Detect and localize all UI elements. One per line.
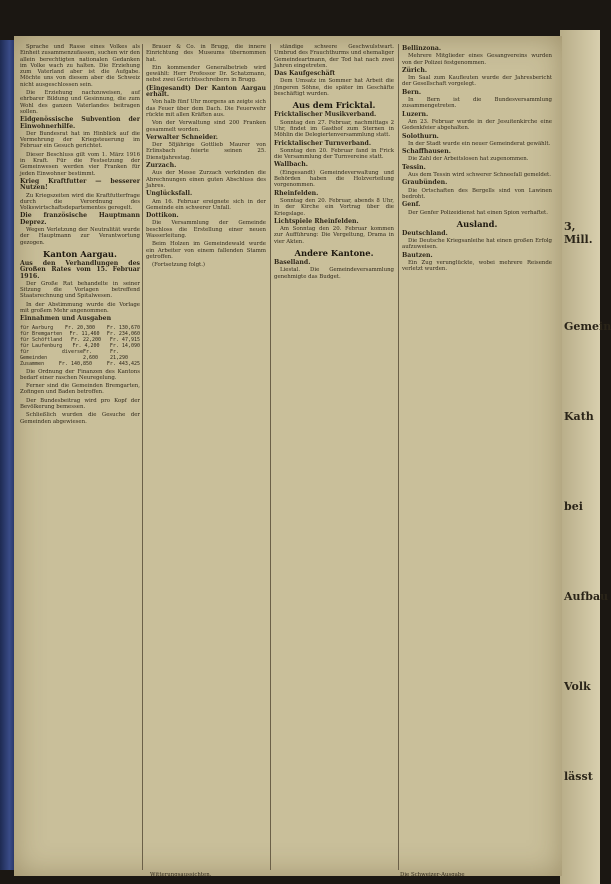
article-heading: Zurzach.	[146, 162, 177, 170]
article-heading: Wallbach.	[274, 161, 308, 169]
footer-left: Witterungsaussichten.	[150, 872, 212, 878]
article-paragraph: Am 23. Februar wurde in der Jesuitenkirche eine Gedenkfeier abgehalten.	[402, 118, 552, 132]
article-paragraph: Von der Verwaltung sind 200 Franken gesammelt worden.	[146, 120, 266, 133]
article-heading: Zürich.	[402, 66, 428, 74]
column-4	[402, 44, 552, 872]
article-paragraph: (Eingesandt) Gemeindeverwaltung und Behörden haben die Holzverteilung vorgenommen.	[274, 169, 394, 189]
column-rule	[270, 44, 271, 870]
table-cell: für Schöftland	[20, 336, 63, 343]
article-paragraph: Sonntag den 20. Februar, abends 8 Uhr, in der Kirche ein Vortrag über die Kriegslage.	[274, 197, 394, 217]
facing-page-text: Aufbau	[564, 590, 609, 603]
table-cell: Fr. 234,060	[106, 330, 140, 337]
article-paragraph: Im Saal zum Kaufleuten wurde der Jahresbericht der Gesellschaft vorgelegt.	[402, 75, 552, 88]
article-paragraph: Der Große Rat behandelte in seiner Sitzung die Vorlagen betreffend Staatsrechnung und Spitalwesen.	[20, 280, 140, 300]
table-cell: für Aarburg	[20, 324, 54, 331]
article-heading: Dottikon.	[146, 212, 179, 220]
facing-page-text: bei	[564, 500, 583, 513]
article-heading: Graubünden.	[402, 179, 448, 187]
table-cell: Fr. 140,850	[58, 360, 93, 367]
article-heading: Andere Kantone.	[294, 248, 374, 259]
article-paragraph: Mehrere Mitglieder eines Gesangvereins wurden von der Polizei festgenommen.	[402, 53, 552, 66]
article-paragraph: Schließlich wurden die Gesuche der Gemeinden abgewiesen.	[20, 412, 140, 425]
article-heading: Die französische Hauptmann Deprez.	[20, 212, 140, 226]
article-heading: Baselland.	[274, 259, 311, 267]
article-heading: Bautzen.	[402, 251, 433, 259]
figures-table	[20, 325, 140, 367]
newspaper-page	[14, 36, 562, 876]
article-paragraph: Die Zahl der Arbeitslosen hat zugenommen.	[408, 156, 529, 163]
facing-page-text: Volk	[564, 680, 591, 693]
table-cell: Fr. 47,915	[109, 336, 140, 343]
article-paragraph: Sonntag den 27. Februar, nachmittags 2 Uhr, findet im Gasthof zum Sternen in Möhlin die Delegiertenversammlung statt.	[274, 119, 394, 139]
table-cell: Fr. 20,300	[64, 324, 96, 331]
article-paragraph: Ein kommender Generalbetrieb wird gewählt: Herr Professor Dr. Schatzmann, nebst zwei Gerichtsschreibern in Brugg.	[146, 64, 266, 84]
article-paragraph: Sprache und Rasse eines Volkes als Einheit zusammenzufassen, suchen wir den allein berechtigten nationalen Gedanken im Volke wach zu halten. Die Erziehung zum Vaterland aber ist die Aufgabe. Möchte uns von diesem aber die Schweiz nicht ausgeschlossen sein.	[20, 44, 140, 88]
footer-right: Die Schweizer-Ausgabe	[400, 872, 465, 878]
table-cell: Fr. 4,200	[72, 342, 100, 349]
article-heading: Rheinfelden.	[274, 189, 319, 197]
article-paragraph: Sonntag den 20. Februar fand in Frick die Versammlung der Turnvereine statt.	[274, 147, 394, 161]
article-heading: Unglücksfall.	[146, 190, 193, 198]
article-heading: Kanton Aargau.	[43, 248, 117, 259]
table-cell: Fr. 11,460	[69, 330, 100, 337]
article-paragraph: Zu Kriegszeiten wird die Kraftfutterfrage durch die Verordnung des Volkswirtschaftsdepartementes geregelt.	[20, 192, 140, 212]
article-paragraph: In der Abstimmung wurde die Vorlage mit großem Mehr angenommen.	[20, 301, 140, 314]
article-paragraph: Die Ortschaften des Bergells sind von Lawinen bedroht.	[402, 187, 552, 200]
column-1	[20, 44, 140, 872]
article-heading: Das Kaufgeschäft	[274, 70, 336, 78]
article-heading: Deutschland.	[402, 229, 448, 237]
article-heading: Fricktalischer Musikverband.	[274, 111, 377, 119]
article-paragraph: In der Stadt wurde ein neuer Gemeinderat gewählt.	[408, 140, 551, 147]
article-heading: Fricktalischer Turnverband.	[274, 139, 372, 147]
article-paragraph: ständige schwere Geschwulstwart. Umbrud des Frauchthurms und ehemaliger Gemeindeartmann, der Tod hat nach zwei Jahren eingetreten.	[274, 44, 394, 69]
article-paragraph: Aus dem Tessin wird schwerer Schneefall gemeldet.	[408, 172, 551, 179]
article-heading: (Eingesandt) Der Kanton Aargau erhält.	[146, 84, 266, 99]
article-heading: Schaffhausen.	[402, 148, 451, 156]
article-heading: Krieg Kraftfutter — besserer Nutzen!	[20, 177, 140, 192]
article-heading: Aus den Verhandlungen des Großen Rates vom 15. Februar 1916.	[20, 259, 140, 280]
article-heading: Bern.	[402, 88, 422, 96]
article-paragraph: Die Ordnung der Finanzen des Kantons bedarf einer raschen Neuregelung.	[20, 368, 140, 381]
facing-page-text: lässt	[564, 770, 593, 783]
table-cell: für Bremgarten	[20, 330, 63, 337]
article-heading: Verwalter Schneider.	[146, 133, 218, 141]
article-paragraph: Am 16. Februar ereignete sich in der Gemeinde ein schwerer Unfall.	[146, 198, 266, 211]
article-paragraph: Dem Umsatz im Sommer hat Arbeit die jüngeren Söhne, die später im Geschäfte beschäftigt wurden.	[274, 78, 394, 98]
article-heading: Eidgenössische Subvention der Einwohnerhilfe.	[20, 116, 140, 130]
article-paragraph: Von halb fünf Uhr morgens an zeigte sich das Feuer über dem Dach. Die Feuerwehr rückte mit allen Kräften aus.	[146, 99, 266, 118]
column-rule	[398, 44, 399, 870]
table-cell: Fr. 14,090	[109, 342, 140, 349]
table-row	[20, 349, 140, 361]
table-cell: für Laufenburg	[20, 342, 63, 349]
article-heading: Bellinzona.	[402, 45, 442, 52]
article-heading: Aus dem Fricktal.	[292, 100, 376, 111]
article-heading: Solothurn.	[402, 132, 439, 140]
article-heading: Einnahmen und Ausgaben	[20, 315, 112, 323]
article-paragraph: Der Bundesrat hat im Hinblick auf die Vermehrung der Kriegsteuerung im Februar ein Gesuch gerichtet.	[20, 130, 140, 150]
column-2	[146, 44, 266, 872]
article-paragraph: Ferner sind die Gemeinden Bremgarten, Zofingen und Baden betroffen.	[20, 383, 140, 396]
article-paragraph: In Bern ist die Bundesversammlung zusammengetreten.	[402, 97, 552, 110]
article-paragraph: Der Genfer Polizeidienst hat einen Spion verhaftet.	[408, 209, 548, 216]
article-heading: Luzern.	[402, 110, 429, 118]
facing-page-text: 3, Mill.	[564, 220, 593, 246]
facing-page-fragment	[560, 30, 611, 884]
article-heading: Lichtspiele Rheinfelden.	[274, 217, 359, 225]
article-paragraph: Beim Holzen im Gemeindewald wurde ein Arbeiter von einem fallenden Stamm getroffen.	[146, 241, 266, 260]
table-cell: für diverse Gemeinden	[20, 348, 83, 361]
facing-page-text: Kath	[564, 410, 594, 423]
article-paragraph: Ein Zug verunglückte, wobei mehrere Reisende verletzt wurden.	[402, 260, 552, 273]
article-paragraph: Der 58jährige Gottlieb Maurer von Erlinsbach feierte seinen 25. Dienstjahrestag.	[146, 142, 266, 161]
article-paragraph: Die Deutsche Kriegsanleihe hat einen großen Erfolg aufzuweisen.	[402, 238, 552, 251]
table-cell: Zusammen	[20, 360, 45, 367]
article-paragraph: Der Bundesbeitrag wird pro Kopf der Bevölkerung bemessen.	[20, 397, 140, 411]
table-cell: Fr. 130,670	[106, 324, 140, 331]
article-paragraph: Brauer & Co. in Brugg, die innere Einrichtung des Museums übernommen hat.	[146, 44, 266, 63]
table-cell: Fr. 22,200	[70, 336, 102, 343]
article-paragraph: Dieser Beschluss gilt vom 1. März 1916 in Kraft. Für die Festsetzung der Gemeinwesen werden vier Franken für jeden Einwohner bestimmt.	[20, 151, 140, 177]
table-row	[20, 361, 140, 367]
table-cell: Fr. 21,290	[110, 348, 129, 361]
article-paragraph: Liestal. Die Gemeindeversammlung genehmigte das Budget.	[274, 267, 394, 280]
facing-page-text: Gemein	[564, 320, 611, 333]
column-3	[274, 44, 394, 872]
article-heading: Tessin.	[402, 163, 426, 171]
article-heading: Ausland.	[456, 218, 498, 229]
article-paragraph: Am Sonntag den 20. Februar kommen zur Aufführung: Die Vergeltung, Drama in vier Akten.	[274, 226, 394, 245]
article-paragraph: Die Erziehung nachzuweisen, auf ehrbarer Bildung und Gesinnung, die zum Wohl des ganzen Vaterlandes beitragen sollen.	[20, 90, 140, 115]
article-paragraph: (Fortsetzung folgt.)	[152, 262, 206, 269]
table-cell: Fr. 2,600	[83, 348, 99, 361]
article-paragraph: Aus der Messe Zurzach verkünden die Abrechnungen einen guten Abschluss des Jahres.	[146, 170, 266, 189]
column-rule	[142, 44, 143, 870]
article-paragraph: Wegen Verletzung der Neutralität wurde der Hauptmann zur Verantwortung gezogen.	[20, 227, 140, 246]
table-cell: Fr. 443,425	[106, 360, 140, 367]
article-heading: Genf.	[402, 201, 421, 209]
article-paragraph: Die Versammlung der Gemeinde beschloss die Erstellung einer neuen Wasserleitung.	[146, 220, 266, 240]
